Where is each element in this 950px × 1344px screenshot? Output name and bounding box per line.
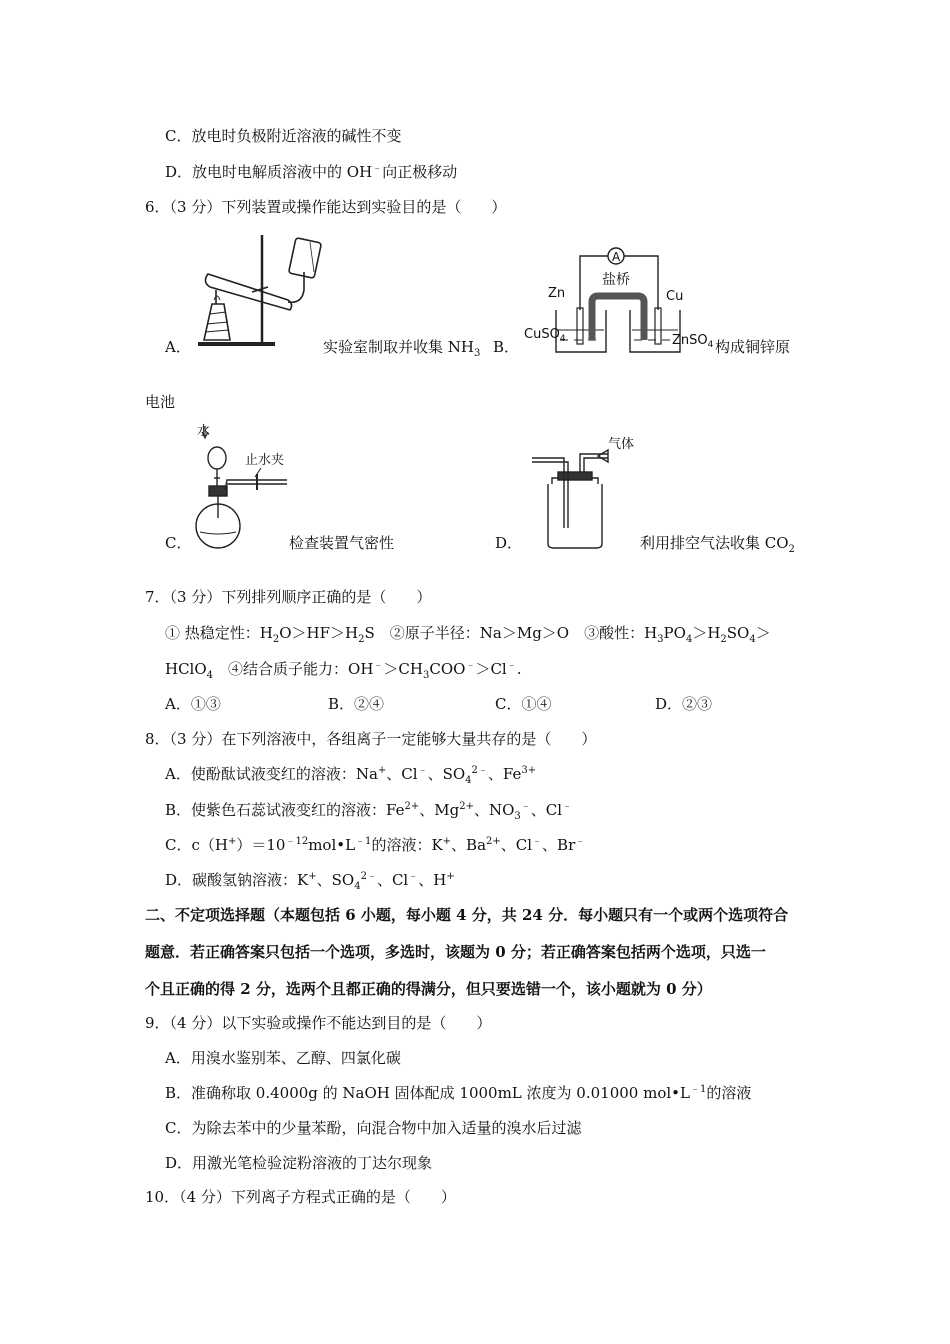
q9-option-a: A．用溴水鉴别苯、乙醇、四氯化碳 xyxy=(165,1049,401,1067)
q8-option-c: C．$c(H^+)=10^{﹣12}mol•L^{﹣1}$的溶液：K+、$Ba^{2+}$、Cl﹣、Br﹣ xyxy=(165,836,586,854)
q6-option-b-letter: B． xyxy=(493,338,520,356)
q7-option-b: B．②④ xyxy=(328,695,385,713)
q7-option-d: D．②③ xyxy=(655,695,713,713)
q5-option-d: D．放电时电解质溶液中的 OH﹣向正极移动 xyxy=(165,163,458,181)
q8-option-d: D．碳酸氢钠溶液：K+、$SO_4^{2﹣}$、Cl﹣、H+ xyxy=(165,871,455,892)
q9-option-b: B．准确称取 0.4000g 的 NaOH 固体配成 1000mL 浓度为 0.01000 $mol•L^{﹣1}$的溶液 xyxy=(165,1084,752,1102)
q6-figure-b-znso4-label: ZnSO$_4$ xyxy=(672,333,714,350)
q6-option-d-letter: D． xyxy=(495,534,523,552)
q8-stem: 8．（3 分）在下列溶液中，各组离子一定能够大量共存的是（ ） xyxy=(145,730,597,748)
q6-figure-b-galvanic-cell xyxy=(522,240,722,358)
q6-figure-b-ammeter-label: A xyxy=(612,250,621,264)
q6-option-b-text-cont: 电池 xyxy=(145,393,176,411)
q6-figure-b-zn-label: Zn xyxy=(548,286,566,301)
section-2-heading-line-1: 二、不定项选择题（本题包括 6 小题，每小题 4 分，共 24 分．每小题只有一个或两个选项符合 xyxy=(145,906,789,924)
q6-option-a-letter: A． xyxy=(165,338,191,356)
section-2-heading-line-2: 题意．若正确答案只包括一个选项，多选时，该题为 0 分；若正确答案包括两个选项，只选一 xyxy=(145,943,766,961)
q6-figure-b-cu-label: Cu xyxy=(666,289,684,304)
q6-figure-b-cuso4-label: CuSO$_4$ xyxy=(524,327,566,344)
q6-figure-d-gas-collection-bottle xyxy=(528,428,648,553)
q9-option-d: D．用激光笔检验淀粉溶液的丁达尔现象 xyxy=(165,1154,433,1172)
q7-option-c: C．①④ xyxy=(495,695,552,713)
q6-option-c-text: 检查装置气密性 xyxy=(289,534,395,552)
q6-figure-b-salt-bridge-label: 盐桥 xyxy=(602,272,630,288)
q6-stem: 6．（3 分）下列装置或操作能达到实验目的是（ ） xyxy=(145,198,507,216)
q10-stem: 10．（4 分）下列离子方程式正确的是（ ） xyxy=(145,1188,456,1206)
q6-figure-c-clip-label: 止水夹 xyxy=(245,453,285,468)
q6-option-d-text: 利用排空气法收集 $CO_2$ xyxy=(640,534,795,555)
q5-option-c: C．放电时负极附近溶液的碱性不变 xyxy=(165,127,402,145)
q7-statements-line-1: ① 热稳定性：$H_2O>HF>H_2S$ ②原子半径：Na＞Mg＞O ③酸性：$H_3PO_4>H_2SO_4>$ xyxy=(165,624,771,645)
q9-option-c: C．为除去苯中的少量苯酚，向混合物中加入适量的溴水后过滤 xyxy=(165,1119,582,1137)
q8-option-a: A．使酚酞试液变红的溶液：Na+、Cl﹣、$SO_4^{2﹣}$、$Fe^{3+}$ xyxy=(165,765,537,786)
q6-figure-d-gas-label: 气体 xyxy=(608,437,635,452)
q6-figure-a-ammonia-apparatus xyxy=(190,232,340,352)
q7-stem: 7．（3 分）下列排列顺序正确的是（ ） xyxy=(145,588,432,606)
q7-statements-line-2: HClO$_4$ ④结合质子能力：$OH^﹣>CH_3COO^﹣>Cl^﹣$. xyxy=(165,660,522,681)
q9-stem: 9．（4 分）以下实验或操作不能达到目的是（ ） xyxy=(145,1014,492,1032)
q6-figure-c-water-label: 水 xyxy=(197,424,211,439)
q6-option-a-text: 实验室制取并收集 $NH_3$ xyxy=(323,338,481,359)
q6-option-c-letter: C． xyxy=(165,534,192,552)
section-2-heading-line-3: 个且正确的得 2 分，选两个且都正确的得满分，但只要选错一个，该小题就为 0 分） xyxy=(145,980,712,998)
q7-option-a: A．①③ xyxy=(165,695,221,713)
q6-option-b-text: 构成铜锌原 xyxy=(715,338,791,356)
q8-option-b: B．使紫色石蕊试液变红的溶液：$Fe^{2+}$、$Mg^{2+}$、$NO_3^﹣$、Cl﹣ xyxy=(165,801,573,822)
